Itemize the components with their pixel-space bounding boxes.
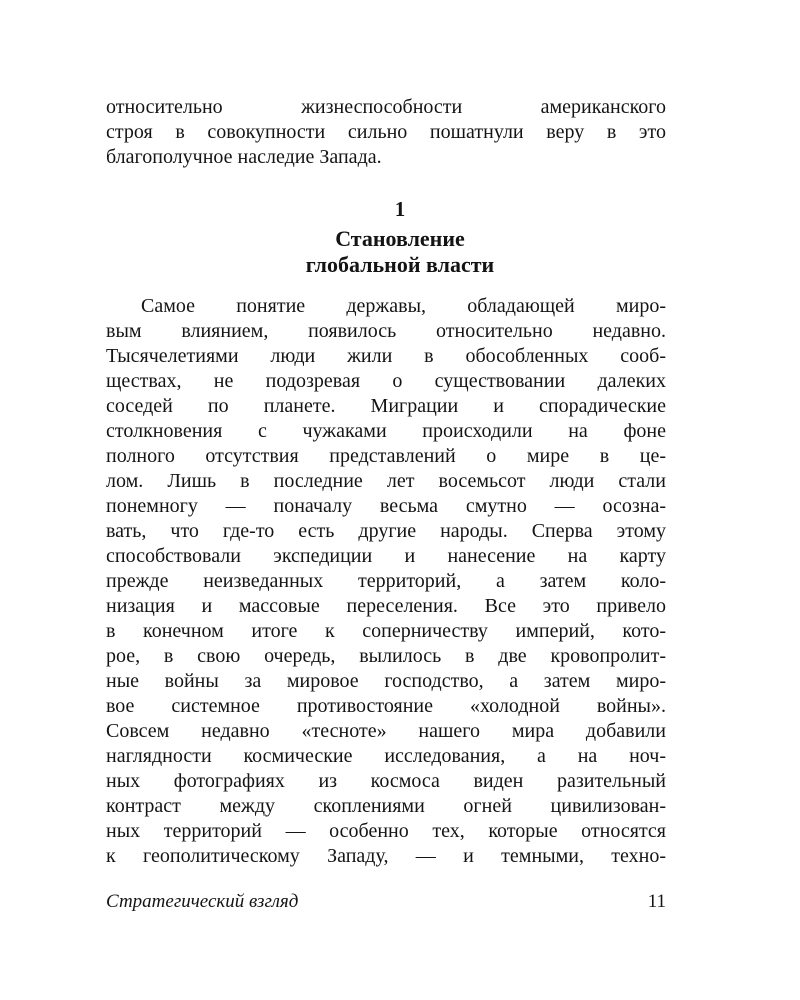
paragraph-line: Совсем недавно «тесноте» нашего мира добавили [106,720,666,742]
paragraph-line: лом. Лишь в последние лет восемьсот люди стали [106,470,666,492]
paragraph-line: Самое понятие державы, обладающей миро- [141,295,666,317]
intro-line: строя в совокупности сильно пошатнули веру в это [106,121,666,143]
paragraph-line: вать, что где-то есть другие народы. Сперва этому [106,520,666,542]
paragraph-line: вым влиянием, появилось относительно недавно. [106,320,666,342]
paragraph-line: Тысячелетиями люди жили в обособленных сооб- [106,345,666,367]
paragraph-line: способствовали экспедиции и нанесение на карту [106,545,666,567]
paragraph-line: наглядности космические исследования, а на ноч- [106,745,666,767]
paragraph-line: ных территорий — особенно тех, которые относятся [106,820,666,842]
paragraph-line: к геополитическому Западу, — и темными, техно- [106,845,666,867]
paragraph-line: рое, в свою очередь, вылилось в две кровопролит- [106,645,666,667]
paragraph-line: понемногу — поначалу весьма смутно — осозна- [106,495,666,517]
paragraph-line: ные войны за мировое господство, а затем миро- [106,670,666,692]
paragraph-line: прежде неизведанных территорий, а затем коло- [106,570,666,592]
paragraph-line: столкновения с чужаками происходили на фоне [106,420,666,442]
running-title: Стратегический взгляд [106,891,299,912]
intro-line: относительно жизнеспособности американского [106,96,666,118]
paragraph-line: низация и массовые переселения. Все это привело [106,595,666,617]
chapter-number: 1 [394,197,406,221]
paragraph-line: контраст между скоплениями огней цивилизован- [106,795,666,817]
paragraph-line: полного отсутствия представлений о мире в це- [106,445,666,467]
paragraph-line: вое системное противостояние «холодной войны». [106,695,666,717]
paragraph-line: ных фотографиях из космоса виден разительный [106,770,666,792]
paragraph-line: соседей по планете. Миграции и спорадические [106,395,666,417]
paragraph-line: в конечном итоге к соперничеству империй, кото- [106,620,666,642]
intro-line: благополучное наследие Запада. [106,146,382,168]
page-number: 11 [647,891,666,912]
chapter-title-line: глобальной власти [305,252,495,277]
chapter-title-line: Становление [335,226,465,251]
paragraph-line: ществах, не подозревая о существовании далеких [106,370,666,392]
